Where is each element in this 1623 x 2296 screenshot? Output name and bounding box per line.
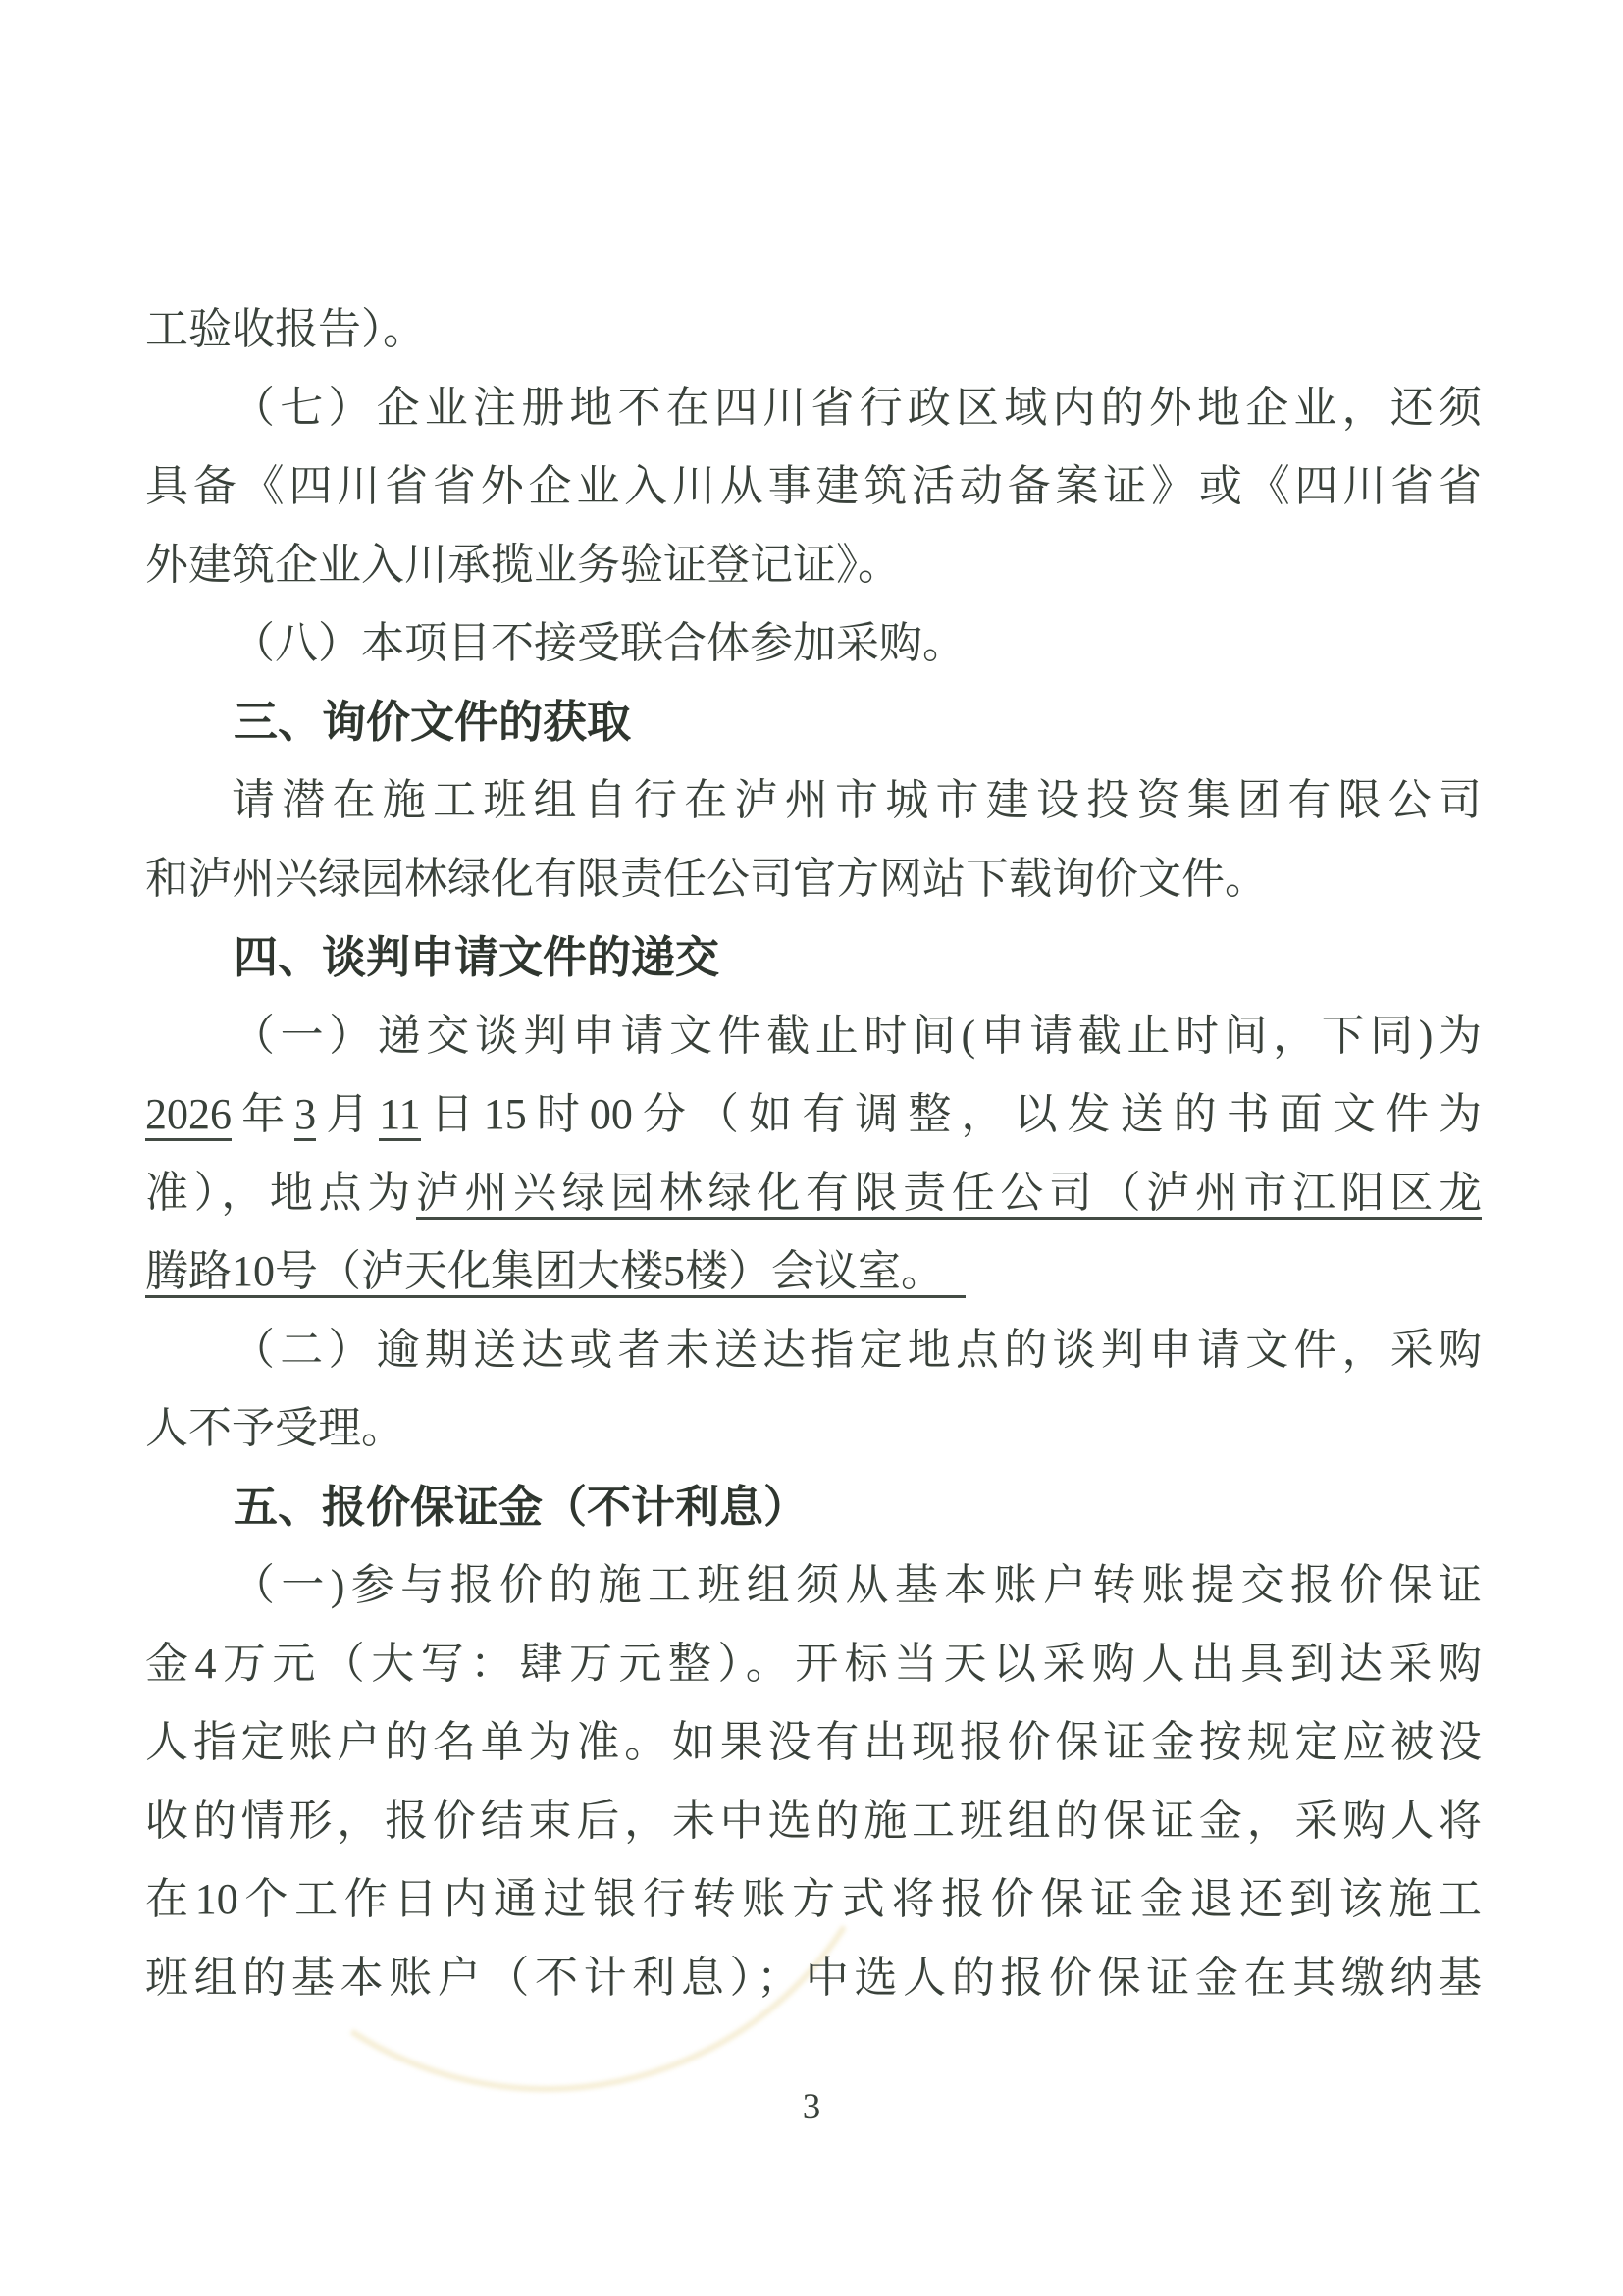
deadline-year: 2026: [145, 1090, 232, 1141]
section-heading-3: 三、询价文件的获取: [234, 697, 632, 747]
text-line: 具备《四川省省外企业入川从事建筑活动备案证》或《四川省省: [145, 462, 1482, 510]
text-line: 工验收报告）。: [145, 305, 426, 353]
text-line-deadline: [145, 1075, 1482, 1154]
section-heading-4: 四、谈判申请文件的递交: [234, 932, 720, 982]
text-line: （一)参与报价的施工班组须从基本账户转账提交报价保证: [232, 1561, 1482, 1609]
text-line: 人指定账户的名单为准。如果没有出现报价保证金按规定应被没: [145, 1718, 1482, 1766]
text-line-location: [145, 1154, 1482, 1232]
text-line: 请潜在施工班组自行在泸州市城市建设投资集团有限公司: [232, 776, 1482, 824]
text-line: 外建筑企业入川承揽业务验证登记证》。: [145, 541, 901, 589]
section-heading-5: 五、报价保证金（不计利息）: [234, 1482, 809, 1532]
text-line: 在10个工作日内通过银行转账方式将报价保证金退还到该施工: [145, 1875, 1482, 1923]
deadline-rest: 日15时00分（如有调整，以发送的书面文件为: [420, 1090, 1483, 1138]
text-line: 和泸州兴绿园林绿化有限责任公司官方网站下载询价文件。: [145, 855, 1268, 903]
text-line: （七）企业注册地不在四川省行政区域内的外地企业，还须: [232, 384, 1482, 432]
deadline-month-unit: 月: [316, 1090, 380, 1138]
text-line: 人不予受理。: [145, 1404, 404, 1452]
text-line-address: [145, 1232, 1482, 1311]
text-line: （八）本项目不接受联合体参加采购。: [232, 619, 966, 667]
text-line: （一）递交谈判申请文件截止时间(申请截止时间，下同)为: [232, 1012, 1482, 1060]
location-prefix: 准），地点为: [145, 1169, 416, 1217]
page-number: 3: [802, 2087, 821, 2127]
deadline-year-unit: 年: [232, 1090, 295, 1138]
text-line: 金4万元（大写：肆万元整）。开标当天以采购人出具到达采购: [145, 1640, 1482, 1688]
deadline-day: 11: [379, 1090, 420, 1141]
text-line: 班组的基本账户（不计利息）；中选人的报价保证金在其缴纳基: [145, 1954, 1482, 2002]
document-body: [145, 290, 1482, 2017]
text-line: （二）逾期送达或者未送达指定地点的谈判申请文件，采购: [232, 1326, 1482, 1374]
deadline-month: 3: [294, 1090, 316, 1141]
address-underlined: 腾路10号（泸天化集团大楼5楼）会议室。: [145, 1247, 966, 1298]
text-line: 收的情形，报价结束后，未中选的施工班组的保证金，采购人将: [145, 1797, 1482, 1845]
location-underlined: 泸州兴绿园林绿化有限责任公司（泸州市江阳区龙: [416, 1169, 1482, 1220]
